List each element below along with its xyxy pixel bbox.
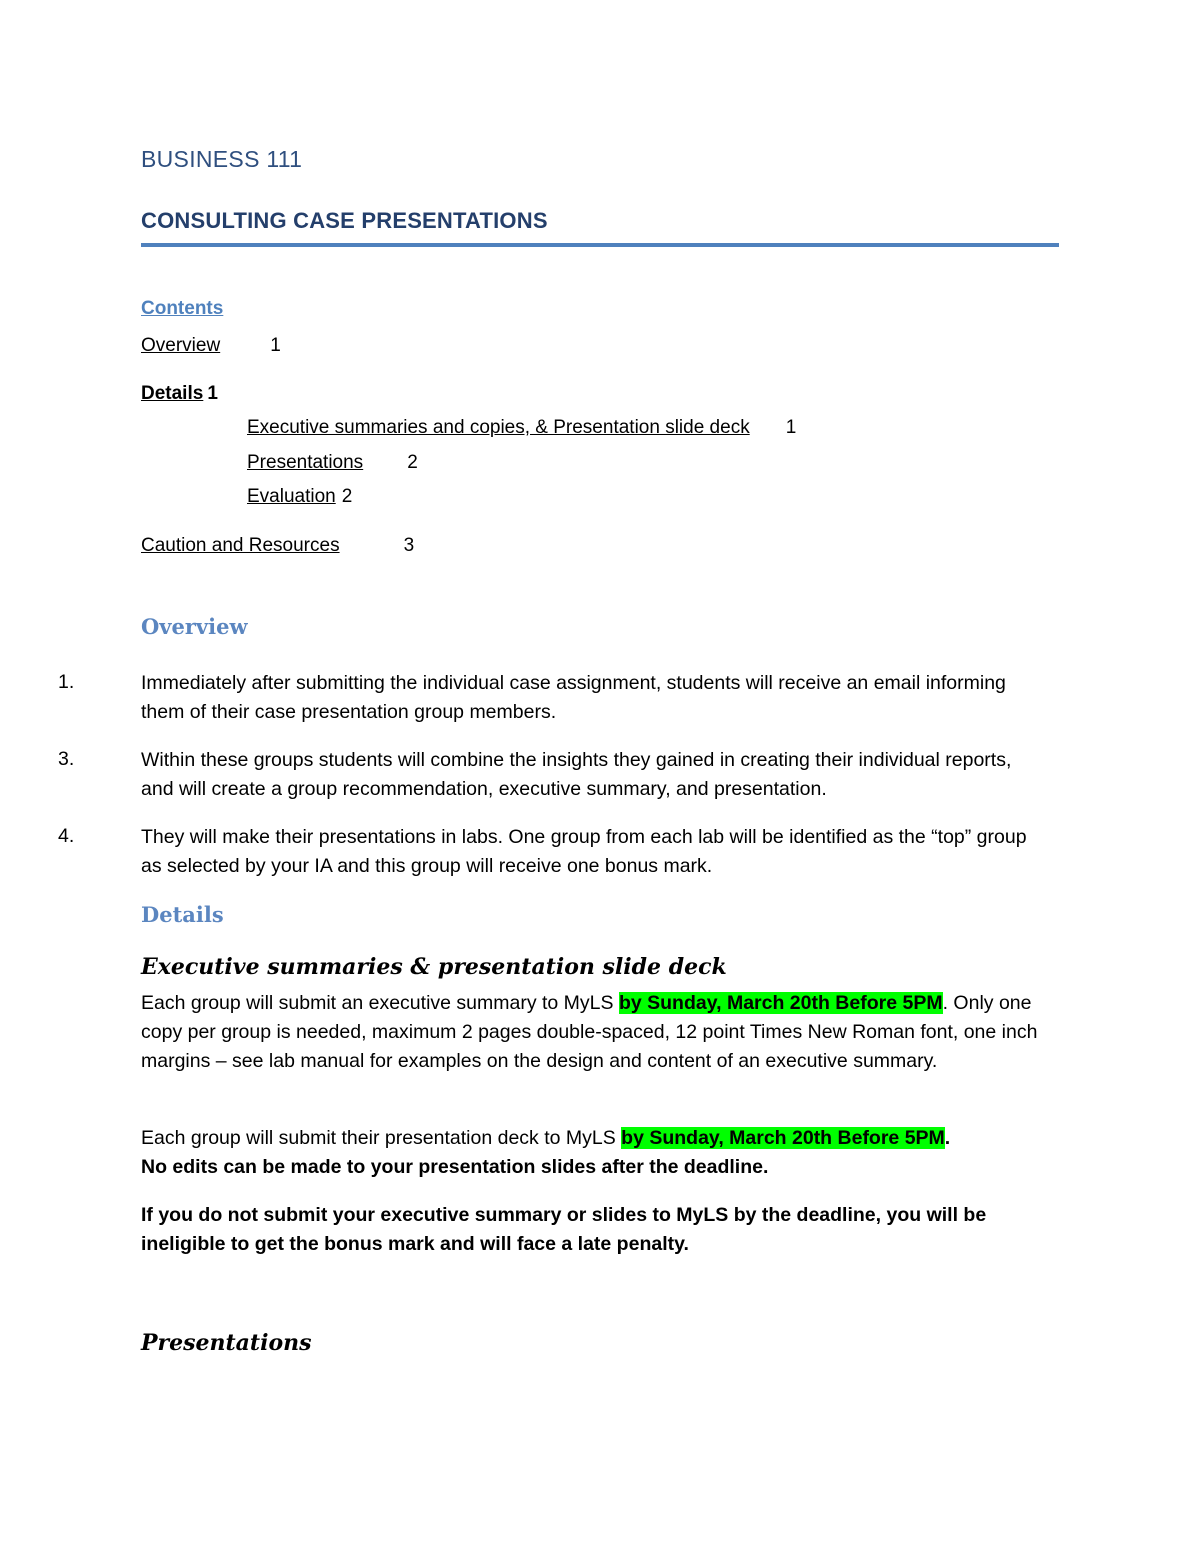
executive-summaries-subheading: Executive summaries & presentation slide deck	[141, 954, 727, 980]
document-title: CONSULTING CASE PRESENTATIONS	[141, 208, 548, 233]
toc-link-presentations[interactable]	[247, 452, 418, 474]
executive-summary-paragraph	[141, 989, 1041, 1076]
no-edits-notice: No edits can be made to your presentation slides after the deadline.	[141, 1156, 769, 1178]
overview-item: Immediately after submitting the individual case assignment, students will receive an email informing them of their case presentation group members.	[141, 672, 1006, 723]
details-heading: Details	[141, 902, 224, 927]
toc-label: Executive summaries and copies, & Presentation slide deck	[247, 417, 750, 438]
toc-label: Caution and Resources	[141, 535, 340, 556]
presentations-subheading: Presentations	[141, 1330, 312, 1356]
toc-link-executive-summaries[interactable]	[247, 417, 796, 439]
deadline-highlight: by Sunday, March 20th Before 5PM	[618, 992, 943, 1014]
toc-label: Presentations	[247, 452, 364, 473]
toc-page-number: 1	[785, 417, 797, 438]
toc-label: Evaluation	[247, 486, 336, 507]
overview-heading: Overview	[141, 614, 248, 639]
list-number: 1.	[58, 671, 75, 693]
toc-page-number: 1	[207, 383, 218, 404]
toc-label: Overview	[141, 335, 221, 356]
overview-item: Within these groups students will combine the insights they gained in creating their individual reports, and will create a group recommendation, executive summary, and presentation.	[141, 749, 1012, 800]
paragraph-text: .	[944, 1127, 951, 1149]
toc-link-caution-resources[interactable]	[141, 535, 414, 557]
deadline-highlight: by Sunday, March 20th Before 5PM	[621, 1127, 945, 1149]
toc-page-number: 3	[403, 535, 415, 556]
presentation-deck-paragraph	[141, 1124, 1041, 1182]
toc-link-details[interactable]	[141, 383, 218, 405]
toc-link-evaluation[interactable]	[247, 486, 352, 508]
toc-page-number: 1	[270, 335, 281, 356]
toc-link-overview[interactable]	[141, 335, 281, 357]
paragraph-text: Each group will submit an executive summary to MyLS	[141, 992, 619, 1014]
paragraph-text: . Only one copy per group is needed, maximum 2 pages double-spaced, 12 point Times New Roman font, one inch margins – see lab manual for examples on the design and content of an executive summary.	[141, 992, 1038, 1072]
toc-page-number: 2	[341, 486, 353, 507]
toc-heading: Contents	[141, 298, 224, 319]
overview-item: They will make their presentations in labs. One group from each lab will be identified as the “top” group as selected by your IA and this group will receive one bonus mark.	[141, 826, 1027, 877]
late-penalty-warning: If you do not submit your executive summary or slides to MyLS by the deadline, you will be ineligible to get the bonus mark and will face a late penalty.	[141, 1204, 987, 1255]
course-code: BUSINESS 111	[141, 146, 303, 172]
list-number: 3.	[58, 748, 75, 770]
paragraph-text: Each group will submit their presentation deck to MyLS	[141, 1127, 622, 1149]
list-number: 4.	[58, 825, 75, 847]
title-divider	[141, 243, 1059, 247]
toc-page-number: 2	[407, 452, 418, 473]
toc-label: Details	[141, 383, 204, 404]
